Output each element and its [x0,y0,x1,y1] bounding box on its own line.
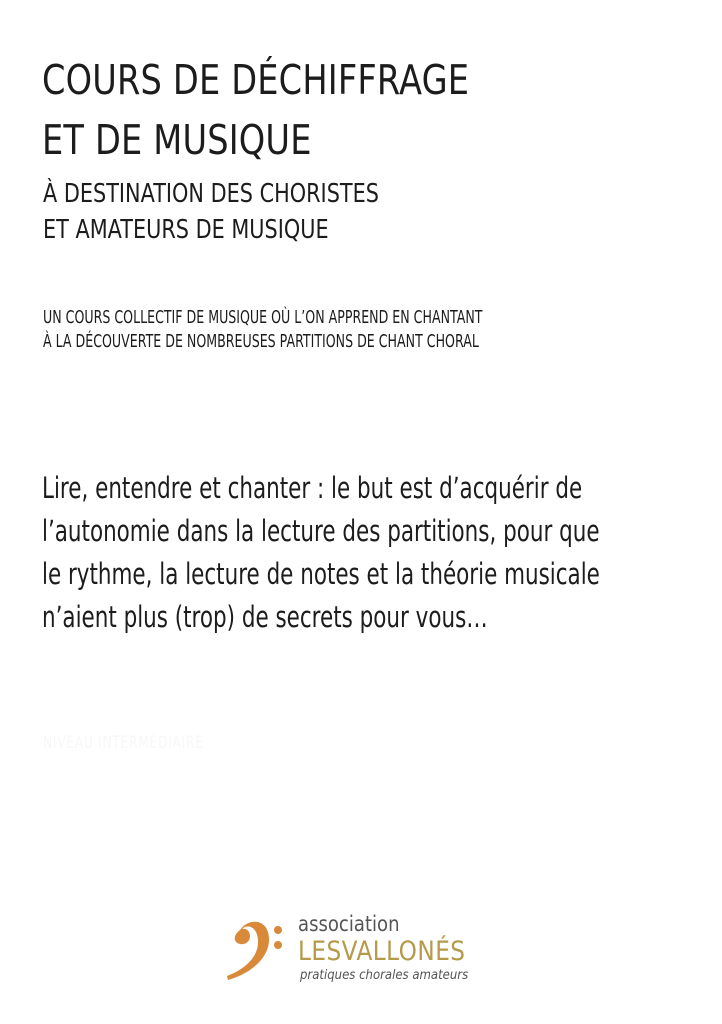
tagline-line-2: À LA DÉCOUVERTE DE NOMBREUSES PARTITIONS DE CHANT CHORAL [43,332,479,352]
description-line-2: l’autonomie dans la lecture des partitions, pour que [42,514,600,548]
bass-clef-icon [222,912,286,982]
course-description [42,467,600,639]
page-subtitle [43,176,379,248]
title-line-2: ET DE MUSIQUE [42,116,312,164]
subtitle-line-2: ET AMATEURS DE MUSIQUE [43,215,329,245]
logo-association-label: association [298,912,400,936]
description-line-4: n’aient plus (trop) de secrets pour vous… [42,600,488,634]
logo-tagline: pratiques chorales amateurs [300,968,469,983]
subtitle-line-1: À DESTINATION DES CHORISTES [43,179,379,209]
description-line-3: le rythme, la lecture de notes et la théorie musicale [42,557,600,591]
logo-name: LESVALLONÉS [298,936,466,967]
level-label: NIVEAU INTERMÉDIAIRE [43,733,204,753]
description-line-1: Lire, entendre et chanter : le but est d’acquérir de [42,471,583,505]
title-line-1: COURS DE DÉCHIFFRAGE [42,56,470,104]
association-logo [222,908,512,988]
tagline-line-1: UN COURS COLLECTIF DE MUSIQUE OÙ L’ON APPREND EN CHANTANT [43,308,483,328]
page-title [42,50,469,170]
course-tagline [43,306,482,354]
